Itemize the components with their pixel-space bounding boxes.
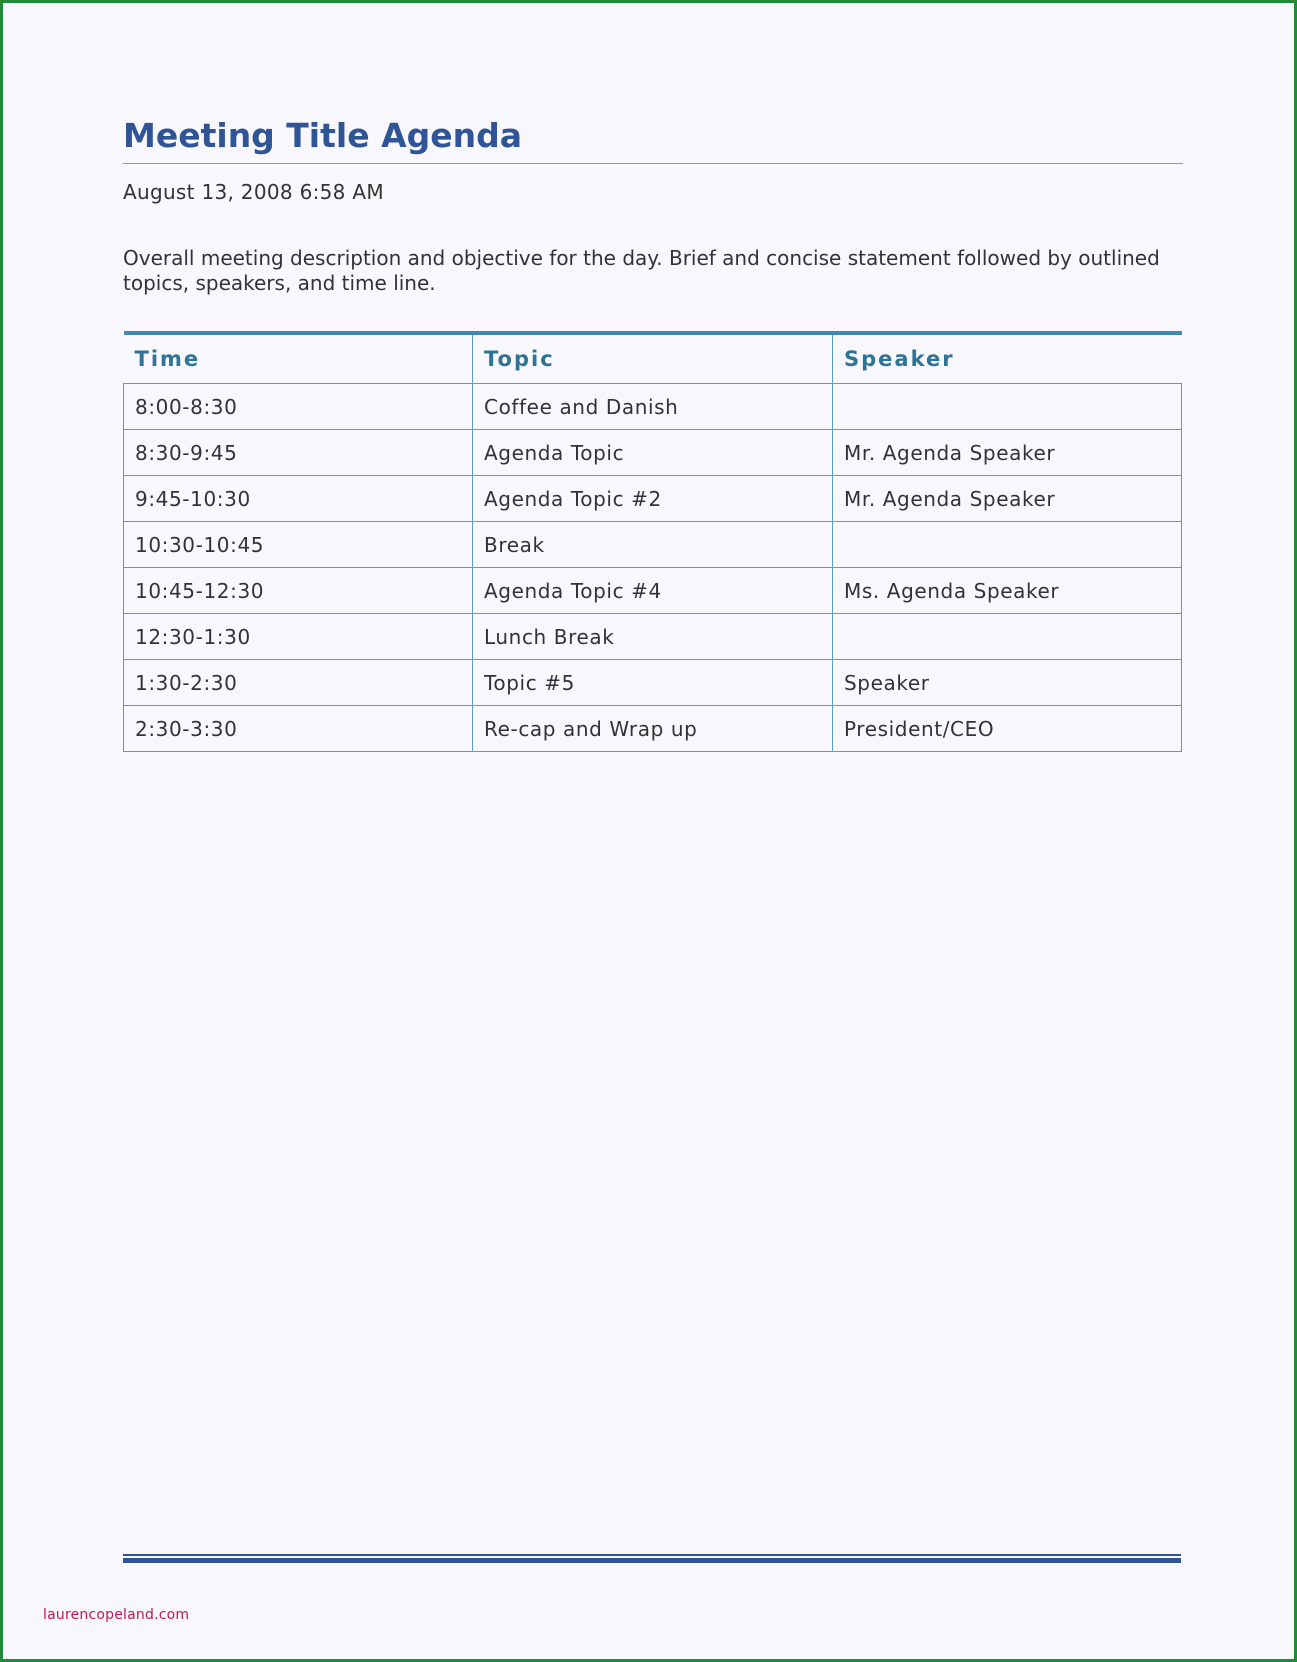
cell-time: 1:30-2:30: [124, 660, 473, 706]
cell-speaker: President/CEO: [833, 706, 1182, 752]
cell-topic: Agenda Topic: [473, 430, 833, 476]
footer-divider-thin: [123, 1554, 1181, 1556]
cell-time: 10:45-12:30: [124, 568, 473, 614]
table-row: [124, 430, 1182, 476]
cell-time: 9:45-10:30: [124, 476, 473, 522]
cell-time: 8:30-9:45: [124, 430, 473, 476]
cell-topic: Re-cap and Wrap up: [473, 706, 833, 752]
cell-topic: Coffee and Danish: [473, 384, 833, 430]
cell-speaker: Speaker: [833, 660, 1182, 706]
cell-speaker: [833, 614, 1182, 660]
table-row: [124, 614, 1182, 660]
agenda-table: [123, 331, 1182, 752]
header-speaker: Speaker: [833, 333, 1182, 384]
cell-topic: Agenda Topic #4: [473, 568, 833, 614]
document-content: [123, 113, 1181, 752]
table-row: [124, 568, 1182, 614]
agenda-header-row: [124, 333, 1182, 384]
cell-speaker: [833, 522, 1182, 568]
cell-topic: Lunch Break: [473, 614, 833, 660]
cell-topic: Topic #5: [473, 660, 833, 706]
header-topic: Topic: [473, 333, 833, 384]
table-row: [124, 476, 1182, 522]
cell-time: 2:30-3:30: [124, 706, 473, 752]
table-row: [124, 706, 1182, 752]
cell-time: 12:30-1:30: [124, 614, 473, 660]
header-time: Time: [124, 333, 473, 384]
table-row: [124, 384, 1182, 430]
cell-speaker: Mr. Agenda Speaker: [833, 476, 1182, 522]
cell-time: 10:30-10:45: [124, 522, 473, 568]
cell-topic: Break: [473, 522, 833, 568]
cell-topic: Agenda Topic #2: [473, 476, 833, 522]
cell-speaker: Mr. Agenda Speaker: [833, 430, 1182, 476]
document-description: Overall meeting description and objective for the day. Brief and concise statement followed by outlined topics, speakers, and time line.: [123, 246, 1160, 295]
footer-divider: [123, 1554, 1181, 1563]
watermark: laurencopeland.com: [43, 1607, 190, 1623]
cell-speaker: [833, 384, 1182, 430]
table-row: [124, 522, 1182, 568]
cell-time: 8:00-8:30: [124, 384, 473, 430]
document-date: August 13, 2008 6:58 AM: [123, 180, 384, 204]
document-title: Meeting Title Agenda: [123, 116, 522, 155]
footer-divider-thick: [123, 1558, 1181, 1563]
table-row: [124, 660, 1182, 706]
title-divider: [123, 163, 1183, 164]
cell-speaker: Ms. Agenda Speaker: [833, 568, 1182, 614]
